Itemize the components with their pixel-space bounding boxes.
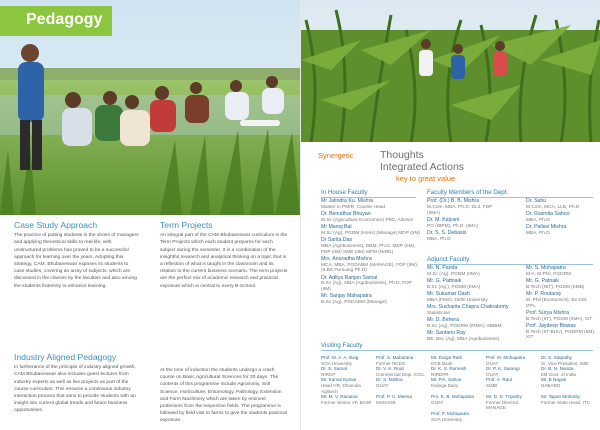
faculty-qualification: Sr. Vice President, IMB <box>541 360 589 366</box>
faculty-name: Mr. Santanu Ray <box>427 329 466 336</box>
faculty-qualification: NABARD <box>541 382 561 388</box>
faculty-qualification: MCA, MBA, PGDABM (MANAGE), FDP (IIM), (ILBS Pursuing Ph.D) <box>321 262 419 274</box>
faculty-name: Dr. Rasmita Sahoo <box>526 210 570 217</box>
faculty-entry <box>526 199 596 211</box>
faculty-name: Mr. P. Routaray <box>526 290 562 297</box>
case-study-section <box>14 222 140 290</box>
faculty-qualification: B.Sc (Ag.), PGDM (IIMA) <box>427 284 481 290</box>
faculty-entry <box>427 231 505 243</box>
faculty-name: Mr. M. V. Ramana <box>321 394 358 400</box>
in-house-faculty-heading: In House Faculty <box>321 189 416 198</box>
faculty-qualification: Commercial Dept. IOCL <box>376 371 425 377</box>
faculty-entry <box>321 355 373 366</box>
faculty-name: Prof. A. Raut <box>486 377 513 383</box>
faculty-name: Mr. Sanjay Mahapatra <box>321 293 372 300</box>
faculty-name: Mr. Sukumar Dash <box>427 290 470 297</box>
faculty-qualification: M.Sc (Ag), PGDM (Hons) (Manage) MDP (IIM) <box>321 230 421 236</box>
faculty-name: Prof. S. Maharana <box>376 355 414 360</box>
faculty-qualification: PG (IBPM), Ph.D. (IMA) <box>427 223 478 229</box>
tagline-line2: Integrated Actions <box>380 161 465 173</box>
visiting-faculty-heading: Visiting Faculty <box>321 342 593 351</box>
term-projects-heading: Term Projects <box>160 220 213 230</box>
faculty-name: Dr. Pallavi Mishra <box>526 223 567 230</box>
faculty-qualification: MANAGE <box>376 399 396 405</box>
faculty-entry <box>376 394 428 411</box>
faculty-qualification: Kalinga Dairy <box>431 382 459 388</box>
faculty-qualification: Statistician <box>427 310 451 316</box>
faculty-name: Mr. D. D. Tripathy <box>486 394 522 400</box>
faculty-entry <box>427 199 505 216</box>
faculty-name: Mrs. Sucharita Chapra Chakraborty <box>427 303 509 310</box>
faculty-name: Mrs. Anuradha Mishra <box>321 255 372 262</box>
faculty-qualification: BE, Bsc (Ag), MBA (Agribusiness) <box>427 336 500 342</box>
faculty-entry <box>541 355 593 366</box>
faculty-qualification: B.Tech (NIT), PGDM (IIMB) <box>526 284 585 290</box>
in-house-faculty-list <box>321 199 421 307</box>
faculty-name: Mr Manoj Bal <box>321 223 352 230</box>
faculty-entry <box>526 225 596 237</box>
adjunct-faculty-list-1 <box>427 266 517 344</box>
faculty-name: Dr Sarita Das <box>321 236 353 243</box>
field-photo-right <box>301 0 600 142</box>
faculty-name: Mr. Kamal Kumar <box>321 377 357 383</box>
faculty-name: Mr. P.K. Sahoo <box>431 377 462 383</box>
faculty-entry <box>526 292 596 309</box>
tagline-line3: key to great value <box>396 174 456 183</box>
faculty-qualification: B.Sc (Ag), MBA (Agribusiness), Ph.D, FDP (IIM) <box>321 281 412 293</box>
faculty-name: Prof. P. Mohapatra <box>431 410 469 416</box>
faculty-name: Dr. Sahu <box>526 198 547 204</box>
faculty-entry <box>526 324 596 341</box>
faculty-qualification: DCB Bank <box>431 360 453 366</box>
faculty-entry <box>541 411 593 422</box>
faculty-qualification: XIMB <box>486 382 498 388</box>
faculty-entry <box>431 366 483 377</box>
faculty-name: Prof. Jaydeep Biswas <box>526 322 576 329</box>
adjunct-faculty-heading: Adjunct Faculty <box>427 256 593 265</box>
faculty-entry <box>427 292 517 304</box>
faculty-entry <box>526 212 596 224</box>
faculty-qualification: NIRDPR <box>431 371 449 377</box>
faculty-entry <box>427 331 517 343</box>
faculty-entry <box>427 279 517 291</box>
faculty-name: Dr. Aditya Ranjan Samal <box>321 274 378 281</box>
faculty-name: Mr. G. Pattnaik <box>427 277 462 284</box>
synergetic-label: Synergetic <box>318 151 354 160</box>
faculty-qualification: Master in PMIR, Course Head <box>321 204 385 210</box>
faculty-entry <box>431 355 483 366</box>
faculty-qualification: M. Phil (Economics), Ex-CM, IFFL <box>526 297 588 309</box>
faculty-name: Prof. Surya Mishra <box>526 309 569 316</box>
faculty-name: Dr. B. N. Nanda <box>541 366 574 372</box>
agri-induction-text: At the time of induction the students undergo a crash course on Basic Agricultural Sciences for 20 days. The contents of this programme include Agronomy, Soil Science, Horticulture, Entomology, Pathology, Extension and Farm Machinery which are taken by eminent professors from the respective fields. The programme is followed by field visit to farms to give the students practical exposure. <box>160 368 287 424</box>
faculty-qualification: M.Sc (Agriculture Economics) PhD, Advisor <box>321 217 414 223</box>
adjunct-faculty-list-2 <box>526 266 596 343</box>
faculty-entry <box>486 411 538 422</box>
faculty-entry <box>321 276 421 293</box>
faculty-entry <box>526 266 596 278</box>
faculty-entry <box>321 377 373 394</box>
faculty-qualification: OUAT <box>486 371 499 377</box>
term-projects-body: An integral part of the CAM Bhubaneswar curriculum is the Term Projects which each student prepares for each subject during the semester. It is a combination of the insightful research and analytical thinking on a topic that is a reflection of what is taught in the classroom and its relation to the current business scenario. The term projects are the perfect mix of academic research and practical exposure which is central to every B-School. <box>160 233 288 289</box>
faculty-entry <box>321 294 421 306</box>
faculty-name: Prof. M. A. A. Baig <box>321 355 359 360</box>
page-title: Pedagogy <box>0 6 112 36</box>
faculty-entry <box>486 394 538 411</box>
faculty-entry <box>321 394 373 411</box>
faculty-name: Dr. S. Satpathy <box>541 355 572 360</box>
faculty-name: Dr. M. Kalyani <box>427 216 460 223</box>
faculty-entry <box>321 411 373 422</box>
faculty-name: Prof. (Dr.) B. B. Mishra <box>427 198 480 204</box>
faculty-qualification: NIRCP <box>321 371 336 377</box>
faculty-name: Dr. P. K. Sarangi <box>486 366 520 372</box>
faculty-name: Dr. S. Samal <box>321 366 347 372</box>
faculty-entry <box>541 377 593 394</box>
faculty-entry <box>321 199 421 211</box>
faculty-entry <box>321 238 421 255</box>
faculty-entry <box>486 355 538 366</box>
dept-faculty-heading: Faculty Members of the Dept. <box>427 189 593 198</box>
faculty-qualification: MBA, Ph.D <box>427 236 451 242</box>
faculty-qualification: Former State Head, ITC <box>541 399 591 405</box>
faculty-entry <box>541 394 593 411</box>
faculty-entry <box>376 377 428 394</box>
faculty-name: Mr. Durga Rath <box>431 355 463 360</box>
industry-aligned-section <box>14 354 140 415</box>
faculty-entry <box>526 279 596 291</box>
faculty-entry <box>486 377 538 394</box>
faculty-name: Mr. Tapan Mohanty <box>541 394 580 400</box>
faculty-qualification: M.Com, MCA, LLB, Ph.D <box>526 204 580 210</box>
faculty-entry <box>321 212 421 224</box>
faculty-entry <box>376 411 428 422</box>
faculty-entry <box>427 266 517 278</box>
faculty-name: Mr. S. Mohapatra <box>526 265 566 271</box>
faculty-entry <box>321 366 373 377</box>
faculty-name: Dr. Benudhar Bhuyan <box>321 210 371 217</box>
faculty-qualification: B.Tech (IIT-BHU), PGDRM (IIM), XIT <box>526 329 596 341</box>
tagline-line1: Thoughts <box>380 149 424 161</box>
faculty-qualification: OUAT <box>486 360 499 366</box>
dept-faculty-list-2 <box>526 199 596 238</box>
visiting-faculty-grid <box>321 355 593 422</box>
right-page <box>300 0 600 430</box>
faculty-entry <box>321 225 421 237</box>
faculty-qualification: Former Senior VP, BASF <box>321 399 372 405</box>
term-projects-section <box>160 222 288 290</box>
dept-faculty-list-1 <box>427 199 505 244</box>
faculty-qualification: MBA, Ph.D <box>526 217 550 223</box>
faculty-entry <box>431 411 483 422</box>
faculty-name: Mr. N. Panda <box>427 265 458 271</box>
faculty-entry <box>376 366 428 377</box>
faculty-entry <box>431 377 483 394</box>
faculty-name: Mr. B Nayak <box>541 377 567 383</box>
industry-aligned-body: In furtherance of the principle of industry aligned growth, CAM Bhubaneswar also includes guest lectures from industry experts as well as live projects as part of the course curriculum. This ensures a continuous industry interaction process that aims to provide students with an insight into current global trends and future business opportunities. <box>14 365 136 414</box>
faculty-entry <box>486 366 538 377</box>
faculty-qualification: OUAT <box>376 382 389 388</box>
faculty-qualification: Former NCDS <box>376 360 406 366</box>
faculty-qualification: B.Sc (Ag), PGDRM (IRMA), MBBM <box>427 323 502 329</box>
faculty-name: Pro. K. B. Mohapatra <box>431 394 474 400</box>
faculty-qualification: M.A, M.Phil, PGDRM <box>526 271 572 277</box>
faculty-qualification: SOA University <box>321 360 352 366</box>
faculty-entry <box>541 366 593 377</box>
faculty-entry <box>321 257 421 274</box>
faculty-name: Mr. G. Patnaik <box>526 277 559 284</box>
synergetic-tagline <box>318 147 593 187</box>
faculty-name: Dr. S. S. Debasis <box>427 229 467 236</box>
faculty-entry <box>526 311 596 323</box>
faculty-name: Mr. D. Behera <box>427 316 460 323</box>
faculty-name: Dr. K. S. Ramesh <box>431 366 467 372</box>
faculty-name: Dr. V. K. Rout <box>376 366 404 372</box>
industry-aligned-heading: Industry Aligned Pedagogy <box>14 352 117 362</box>
faculty-qualification: MBA (Agribusiness), DBM, Ph.D, MDP (IIM), FDP (IIM) SME (IIM) MFM (NIRD) <box>321 243 416 255</box>
faculty-name: Mr Jatindra Ku. Mishra <box>321 198 374 204</box>
faculty-qualification: M.Com, MBA, Ph.D, DLit, FDP (IIMA) <box>427 204 493 216</box>
faculty-name: Prof. P. C. Meena <box>376 394 412 400</box>
faculty-entry <box>427 218 505 230</box>
faculty-name: Prof. M. Mohapatra <box>486 355 526 360</box>
faculty-qualification: IIM Govt. of India <box>541 371 576 377</box>
faculty-qualification: MBA (FMS), Delhi University <box>427 297 488 303</box>
faculty-name: Dr. S. Mishra <box>376 377 403 383</box>
faculty-qualification: MBA, Ph.D <box>526 230 550 236</box>
faculty-qualification: Head HR, Dhanuka Agritech <box>321 382 361 394</box>
faculty-entry <box>427 318 517 330</box>
faculty-entry <box>376 355 428 366</box>
faculty-qualification: B.Tech (IIT), PGDM (IIMA), XIT <box>526 316 593 322</box>
faculty-qualification: M.Sc (Ag), PGDM (IIMA) <box>427 271 480 277</box>
faculty-qualification: SOA University <box>431 416 462 422</box>
case-study-heading: Case Study Approach <box>14 220 98 230</box>
faculty-entry <box>427 305 517 317</box>
maize-field-photo <box>301 0 600 142</box>
faculty-qualification: OUAT <box>431 399 444 405</box>
faculty-qualification: Former Director, MANAGE <box>486 399 520 411</box>
case-study-body: The practice of putting students in the shoes of managers and applying theoretical skills to real life, with unstructured problems has proved to be a successful approach for learning over the years. Adopting this strategy, CAM, Bhubaneswar exposes its students to case studies, covering an array of subjects, which are discussed in the classes by the faculties and also among the students fraternity to enhance learning. <box>14 233 139 289</box>
faculty-entry <box>431 394 483 411</box>
faculty-qualification: B.Sc (Ag), PGDABM (Manage) <box>321 300 387 306</box>
